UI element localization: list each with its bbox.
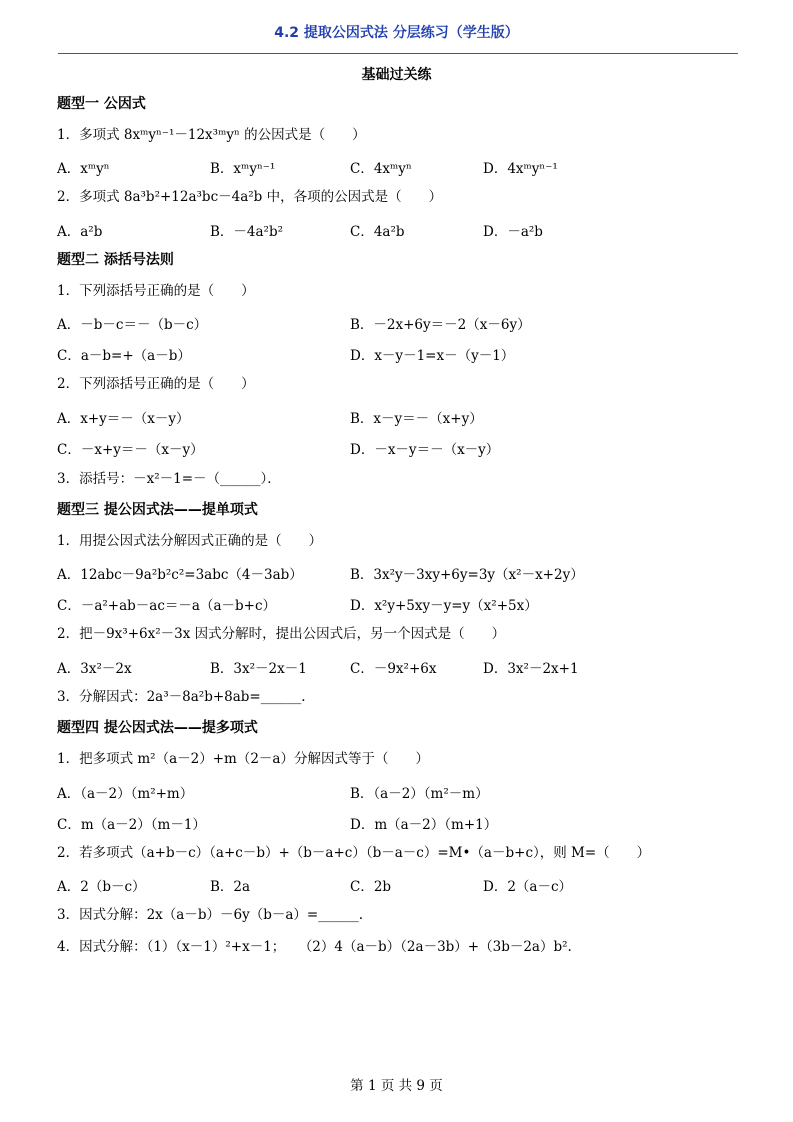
document-header-title: 4.2 提取公因式法 分层练习（学生版） [274,25,519,41]
answer-option: D．m（a－2）（m+1） [350,817,498,833]
answer-option: B．3x²－2x－1 [210,661,307,677]
section-heading: 题型二 添括号法则 [57,252,174,268]
answer-option: D．2（a－c） [483,879,573,895]
answer-option: B．2a [210,879,251,895]
question-text: 1．下列添括号正确的是（ ） [57,283,255,299]
question-text: 4．因式分解：（1）（x－1）²+x－1； （2）4（a－b）（2a－3b）+（3b－2a）b². [57,939,572,955]
answer-option: C．－x+y＝－（x－y） [57,442,204,458]
answer-option: D．4xᵐyⁿ⁻¹ [483,161,558,177]
answer-option: D．3x²－2x+1 [483,661,579,677]
section-heading: 题型一 公因式 [57,96,146,112]
answer-option: A．（a－2）（m²+m） [57,786,194,802]
answer-option: B．（a－2）（m²－m） [350,786,489,802]
answer-option: A．3x²－2x [57,661,132,677]
answer-option: A．a²b [57,224,103,240]
answer-option: A．－b－c＝－（b－c） [57,317,208,333]
answer-option: D．x²y+5xy－y=y（x²+5x） [350,598,538,614]
answer-option: C．－a²+ab－ac＝－a（a－b+c） [57,598,277,614]
answer-option: A．2（b－c） [57,879,146,895]
question-text: 2．下列添括号正确的是（ ） [57,376,255,392]
question-text: 3．分解因式：2a³－8a²b+8ab=______. [57,689,306,705]
answer-option: C．4a²b [350,224,405,240]
answer-option: D．－a²b [483,224,543,240]
answer-option: C．2b [350,879,392,895]
question-text: 2．若多项式（a+b－c）（a+c－b）+（b－a+c）（b－a－c）=M•（a－b+c），则 M=（ ） [57,845,651,861]
question-text: 1．把多项式 m²（a－2）+m（2－a）分解因式等于（ ） [57,751,429,767]
section-heading: 题型三 提公因式法——提单项式 [57,502,258,518]
section-subtitle: 基础过关练 [361,67,432,83]
question-text: 1．用提公因式法分解因式正确的是（ ） [57,533,323,549]
answer-option: B．－2x+6y＝－2（x－6y） [350,317,531,333]
answer-option: C．a－b=+（a－b） [57,348,191,364]
answer-option: A．12abc－9a²b²c²=3abc（4－3ab） [57,567,303,583]
question-text: 2．多项式 8a³b²+12a³bc－4a²b 中，各项的公因式是（ ） [57,189,443,205]
answer-option: C．m（a－2）（m－1） [57,817,206,833]
page-footer: 第 1 页 共 9 页 [350,1078,443,1094]
answer-option: D．－x－y＝－（x－y） [350,442,500,458]
answer-option: B．x－y＝－（x+y） [350,411,483,427]
answer-option: A．x+y＝－（x－y） [57,411,190,427]
answer-option: B．－4a²b² [210,224,284,240]
answer-option: C．4xᵐyⁿ [350,161,412,177]
question-text: 2．把－9x³+6x²－3x 因式分解时，提出公因式后，另一个因式是（ ） [57,626,506,642]
answer-option: A．xᵐyⁿ [57,161,110,177]
header-divider [58,53,738,54]
question-text: 3．因式分解：2x（a－b）－6y（b－a）=______. [57,907,363,923]
question-text: 3．添括号：－x²－1=－（______）． [57,471,281,487]
answer-option: D．x－y－1=x－（y－1） [350,348,515,364]
answer-option: B．xᵐyⁿ⁻¹ [210,161,276,177]
answer-option: B．3x²y－3xy+6y=3y（x²－x+2y） [350,567,584,583]
section-heading: 题型四 提公因式法——提多项式 [57,720,258,736]
question-text: 1．多项式 8xᵐyⁿ⁻¹－12x³ᵐyⁿ 的公因式是（ ） [57,127,366,143]
answer-option: C．－9x²+6x [350,661,437,677]
